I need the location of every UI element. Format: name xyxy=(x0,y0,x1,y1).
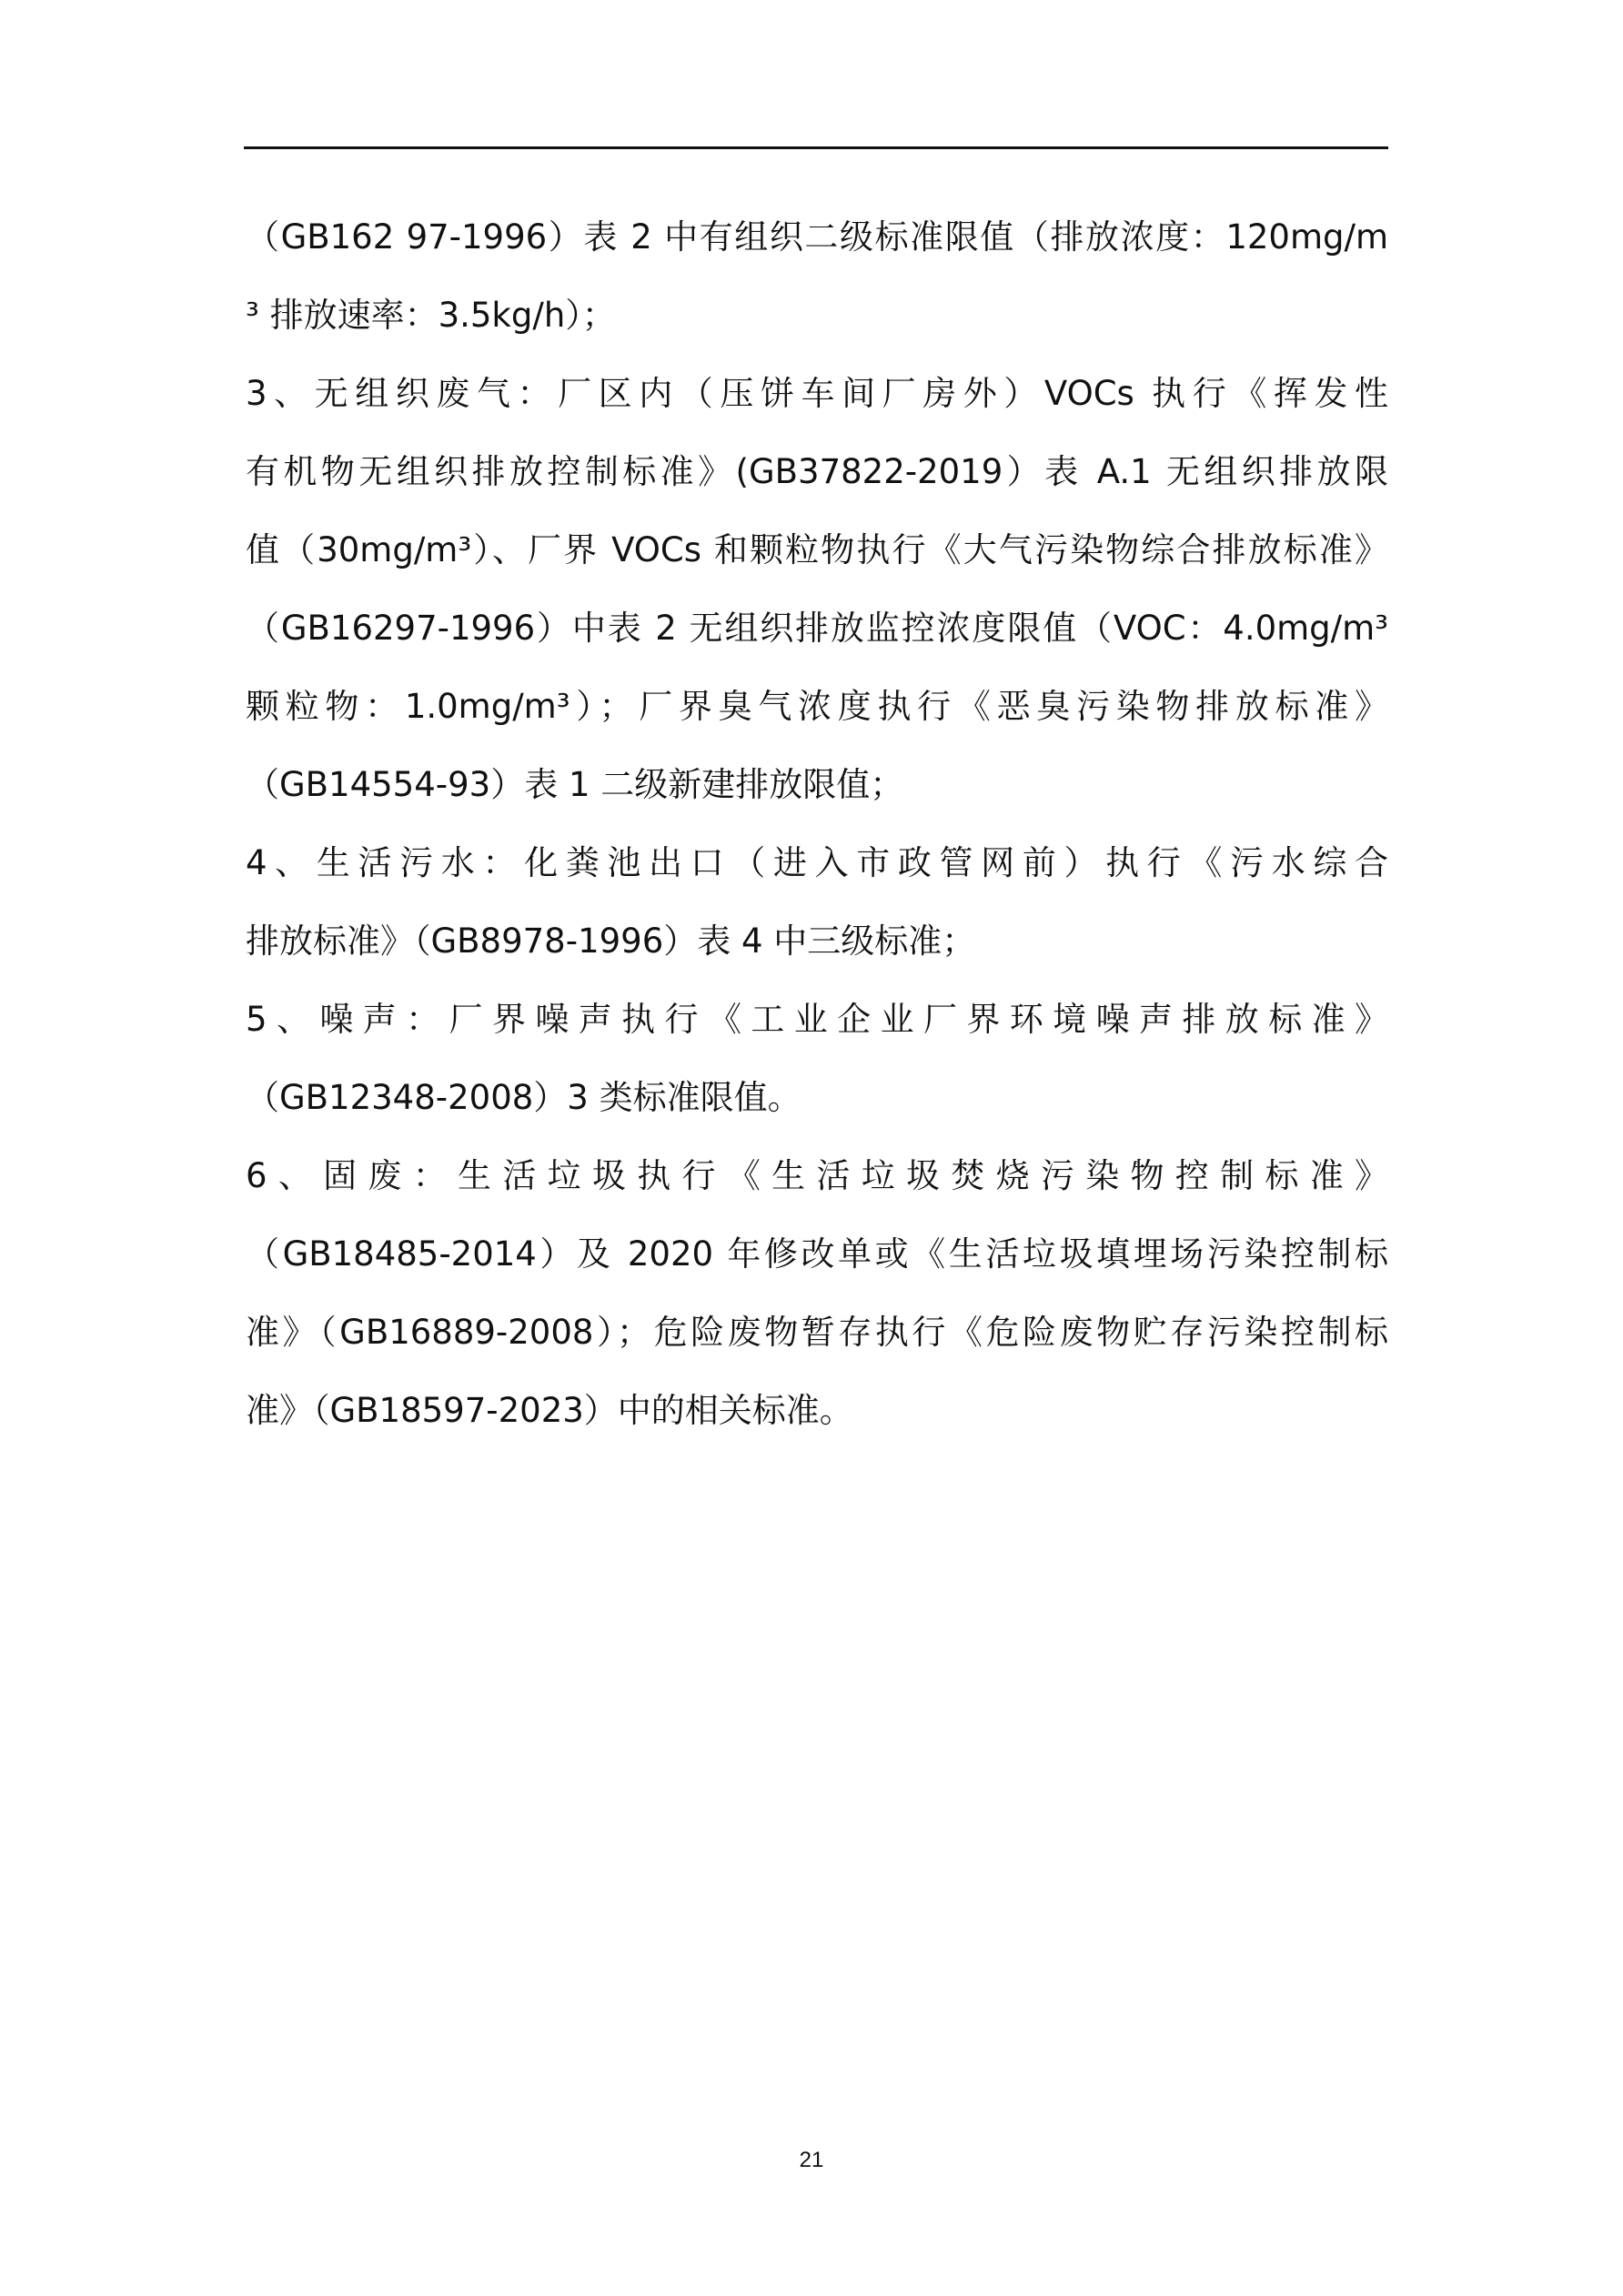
text-line: 有机物无组织排放控制标准》(GB37822-2019）表 A.1 无组织排放限 xyxy=(246,452,1388,491)
document-body xyxy=(246,207,1388,1459)
text-line: 准》（GB18597-2023）中的相关标准。 xyxy=(246,1391,853,1430)
page-number: 21 xyxy=(799,2148,824,2172)
text-line: ³ 排放速率：3.5kg/h）； xyxy=(246,296,616,335)
text-line: 3、无组织废气：厂区内（压饼车间厂房外）VOCs 执行《挥发性 xyxy=(246,374,1388,413)
header-rule xyxy=(244,146,1388,149)
text-line: 5、噪声：厂界噪声执行《工业企业厂界环境噪声排放标准》 xyxy=(246,1000,1388,1039)
text-line: （GB16297-1996）中表 2 无组织排放监控浓度限值（VOC：4.0mg/m³ xyxy=(246,609,1388,648)
text-line: 颗粒物：1.0mg/m³）；厂界臭气浓度执行《恶臭污染物排放标准》 xyxy=(246,687,1388,726)
text-line: 4、生活污水：化粪池出口（进入市政管网前）执行《污水综合 xyxy=(246,843,1388,882)
text-line: （GB14554-93）表 1 二级新建排放限值； xyxy=(246,765,904,804)
text-line: （GB18485-2014）及 2020 年修改单或《生活垃圾填埋场污染控制标 xyxy=(246,1234,1388,1274)
text-line: 准》（GB16889-2008）；危险废物暂存执行《危险废物贮存污染控制标 xyxy=(246,1313,1388,1352)
text-line: （GB12348-2008）3 类标准限值。 xyxy=(246,1078,801,1117)
text-line: 6、固废：生活垃圾执行《生活垃圾焚烧污染物控制标准》 xyxy=(246,1156,1388,1195)
text-line: 值（30mg/m³）、厂界 VOCs 和颗粒物执行《大气污染物综合排放标准》 xyxy=(246,530,1388,569)
text-line: 排放标准》（GB8978-1996）表 4 中三级标准； xyxy=(246,921,976,961)
text-line: （GB162 97-1996）表 2 中有组织二级标准限值（排放浓度：120mg/m xyxy=(246,217,1388,257)
